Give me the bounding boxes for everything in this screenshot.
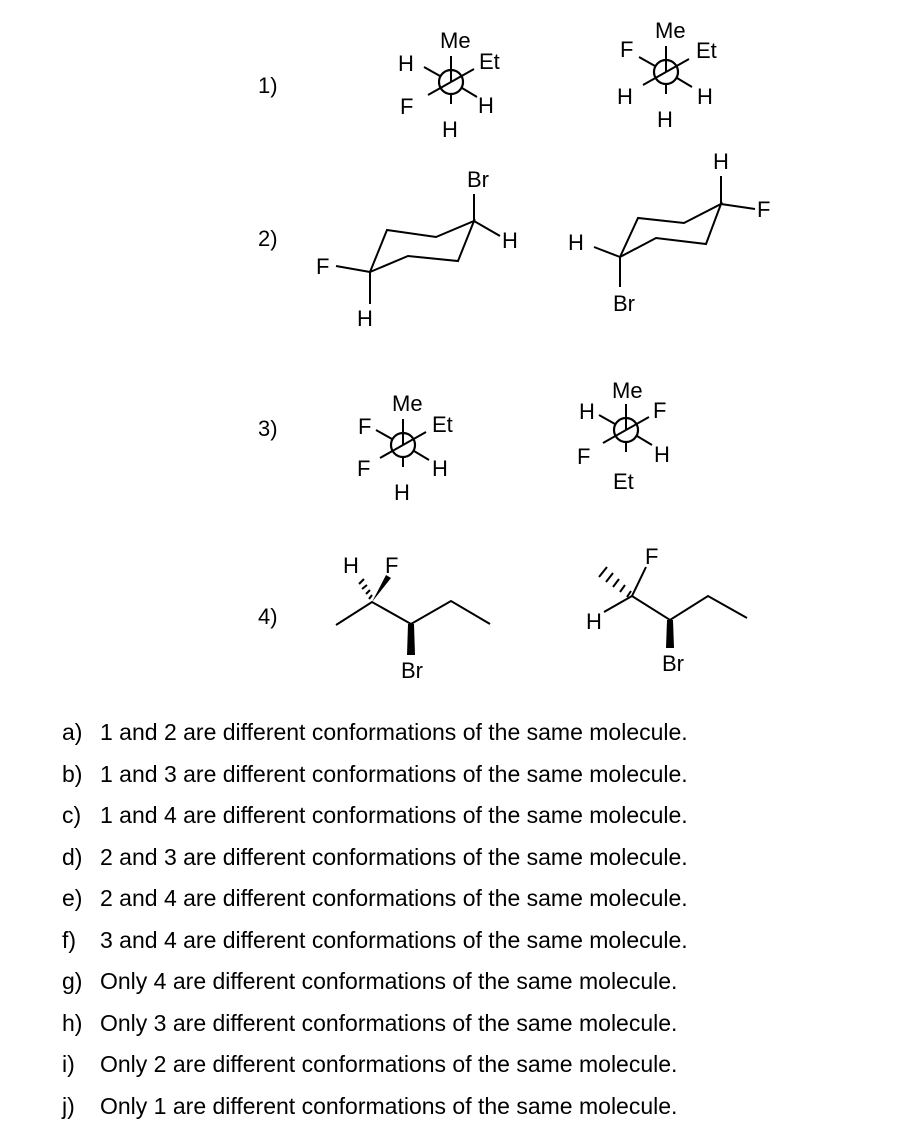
answer-choice[interactable] — [62, 754, 688, 796]
answer-choice[interactable] — [62, 1003, 688, 1045]
chair-2-left-axial-bottom: H — [357, 306, 373, 331]
newman-projection-1-right — [617, 18, 717, 132]
newman-1-right-back-lower-right: H — [697, 84, 713, 109]
answer-choice[interactable] — [62, 795, 688, 837]
skeletal-4-left-wedge-label: F — [385, 553, 399, 578]
answer-text: Only 4 are different conformations of the same molecule. — [100, 968, 678, 994]
row-1-number: 1) — [258, 73, 278, 98]
answer-letter: i) — [62, 1051, 75, 1077]
newman-3-left-front-left: F — [357, 456, 371, 481]
answer-letter: a) — [62, 719, 83, 745]
chair-cyclohexane-2-left — [336, 194, 500, 304]
chair-2-right-axial-top: H — [713, 149, 729, 174]
newman-1-left-front-left: F — [400, 94, 414, 119]
newman-projection-3-left — [357, 391, 453, 505]
answer-choice[interactable] — [62, 1044, 688, 1086]
newman-1-right-back-upper-left: F — [620, 37, 634, 62]
answer-text: 2 and 3 are different conformations of the same molecule. — [100, 843, 688, 870]
newman-3-left-back-bottom: H — [394, 480, 410, 505]
newman-3-right-back-upper-left: H — [579, 399, 595, 424]
row-4-number: 4) — [258, 604, 278, 629]
answer-letter: g) — [62, 968, 83, 994]
newman-3-right-front-right: F — [653, 398, 667, 423]
answer-letter: f) — [62, 926, 77, 953]
skeletal-4-right-bottom-label: Br — [662, 651, 684, 676]
newman-projection-1-left — [398, 28, 500, 142]
answer-choice[interactable] — [62, 712, 688, 754]
newman-1-left-back-upper-left: H — [398, 51, 414, 76]
newman-1-left-back-lower-right: H — [478, 93, 494, 118]
chair-2-right-equatorial-left: H — [568, 230, 584, 255]
answer-choice[interactable] — [62, 961, 688, 1003]
newman-1-left-front-top: Me — [440, 28, 471, 53]
answer-text: Only 2 are different conformations of the same molecule. — [100, 1051, 678, 1077]
answer-letter: d) — [62, 843, 83, 870]
answer-text: 3 and 4 are different conformations of the same molecule. — [100, 926, 688, 953]
newman-3-left-front-right: Et — [432, 412, 453, 437]
answer-text: 1 and 3 are different conformations of the same molecule. — [100, 760, 688, 787]
answer-choice[interactable] — [62, 878, 688, 920]
newman-3-left-back-upper-left: F — [358, 414, 372, 439]
newman-1-right-front-top: Me — [655, 18, 686, 43]
newman-1-right-back-bottom: H — [657, 107, 673, 132]
newman-3-right-back-bottom: Et — [613, 469, 634, 494]
answer-letter: j) — [62, 1092, 75, 1119]
skeletal-structure-4-left — [336, 575, 490, 655]
answer-text: 2 and 4 are different conformations of the same molecule. — [100, 885, 688, 911]
answer-choice[interactable] — [62, 920, 688, 962]
skeletal-structure-4-right — [599, 567, 747, 648]
skeletal-4-left-hash-label: H — [343, 553, 359, 578]
answer-choice[interactable] — [62, 837, 688, 879]
answer-letter: e) — [62, 885, 83, 911]
chair-2-right-axial-bottom: Br — [613, 291, 635, 316]
newman-3-right-back-lower-right: H — [654, 442, 670, 467]
newman-1-right-front-right: Et — [696, 38, 717, 63]
row-3-number: 3) — [258, 416, 278, 441]
newman-3-left-front-top: Me — [392, 391, 423, 416]
chair-2-left-equatorial-right: H — [502, 228, 518, 253]
row-2-number: 2) — [258, 226, 278, 251]
answer-letter: h) — [62, 1009, 83, 1036]
skeletal-4-right-hash-label: H — [586, 609, 602, 634]
chair-cyclohexane-2-right — [594, 176, 755, 287]
newman-1-left-back-bottom: H — [442, 117, 458, 142]
newman-1-left-front-right: Et — [479, 49, 500, 74]
newman-3-right-front-left: F — [577, 444, 591, 469]
skeletal-4-left-bottom-label: Br — [401, 658, 423, 683]
answer-text: Only 1 are different conformations of the same molecule. — [100, 1092, 678, 1119]
answer-letter: b) — [62, 760, 83, 787]
answer-letter: c) — [62, 802, 82, 828]
answer-text: Only 3 are different conformations of the same molecule. — [100, 1009, 678, 1036]
newman-3-right-front-top: Me — [612, 378, 643, 403]
answer-text: 1 and 2 are different conformations of the same molecule. — [100, 719, 688, 745]
answer-choice[interactable] — [62, 1086, 688, 1128]
answer-text: 1 and 4 are different conformations of the same molecule. — [100, 802, 688, 828]
chair-2-left-equatorial-left: F — [316, 254, 330, 279]
newman-1-right-front-left: H — [617, 84, 633, 109]
skeletal-4-right-wedge-label: F — [645, 544, 659, 569]
newman-projection-3-right — [577, 378, 670, 494]
chair-2-right-equatorial-right: F — [757, 197, 771, 222]
chair-2-left-axial-top: Br — [467, 167, 489, 192]
newman-3-left-back-lower-right: H — [432, 456, 448, 481]
answer-choices — [62, 712, 688, 1127]
